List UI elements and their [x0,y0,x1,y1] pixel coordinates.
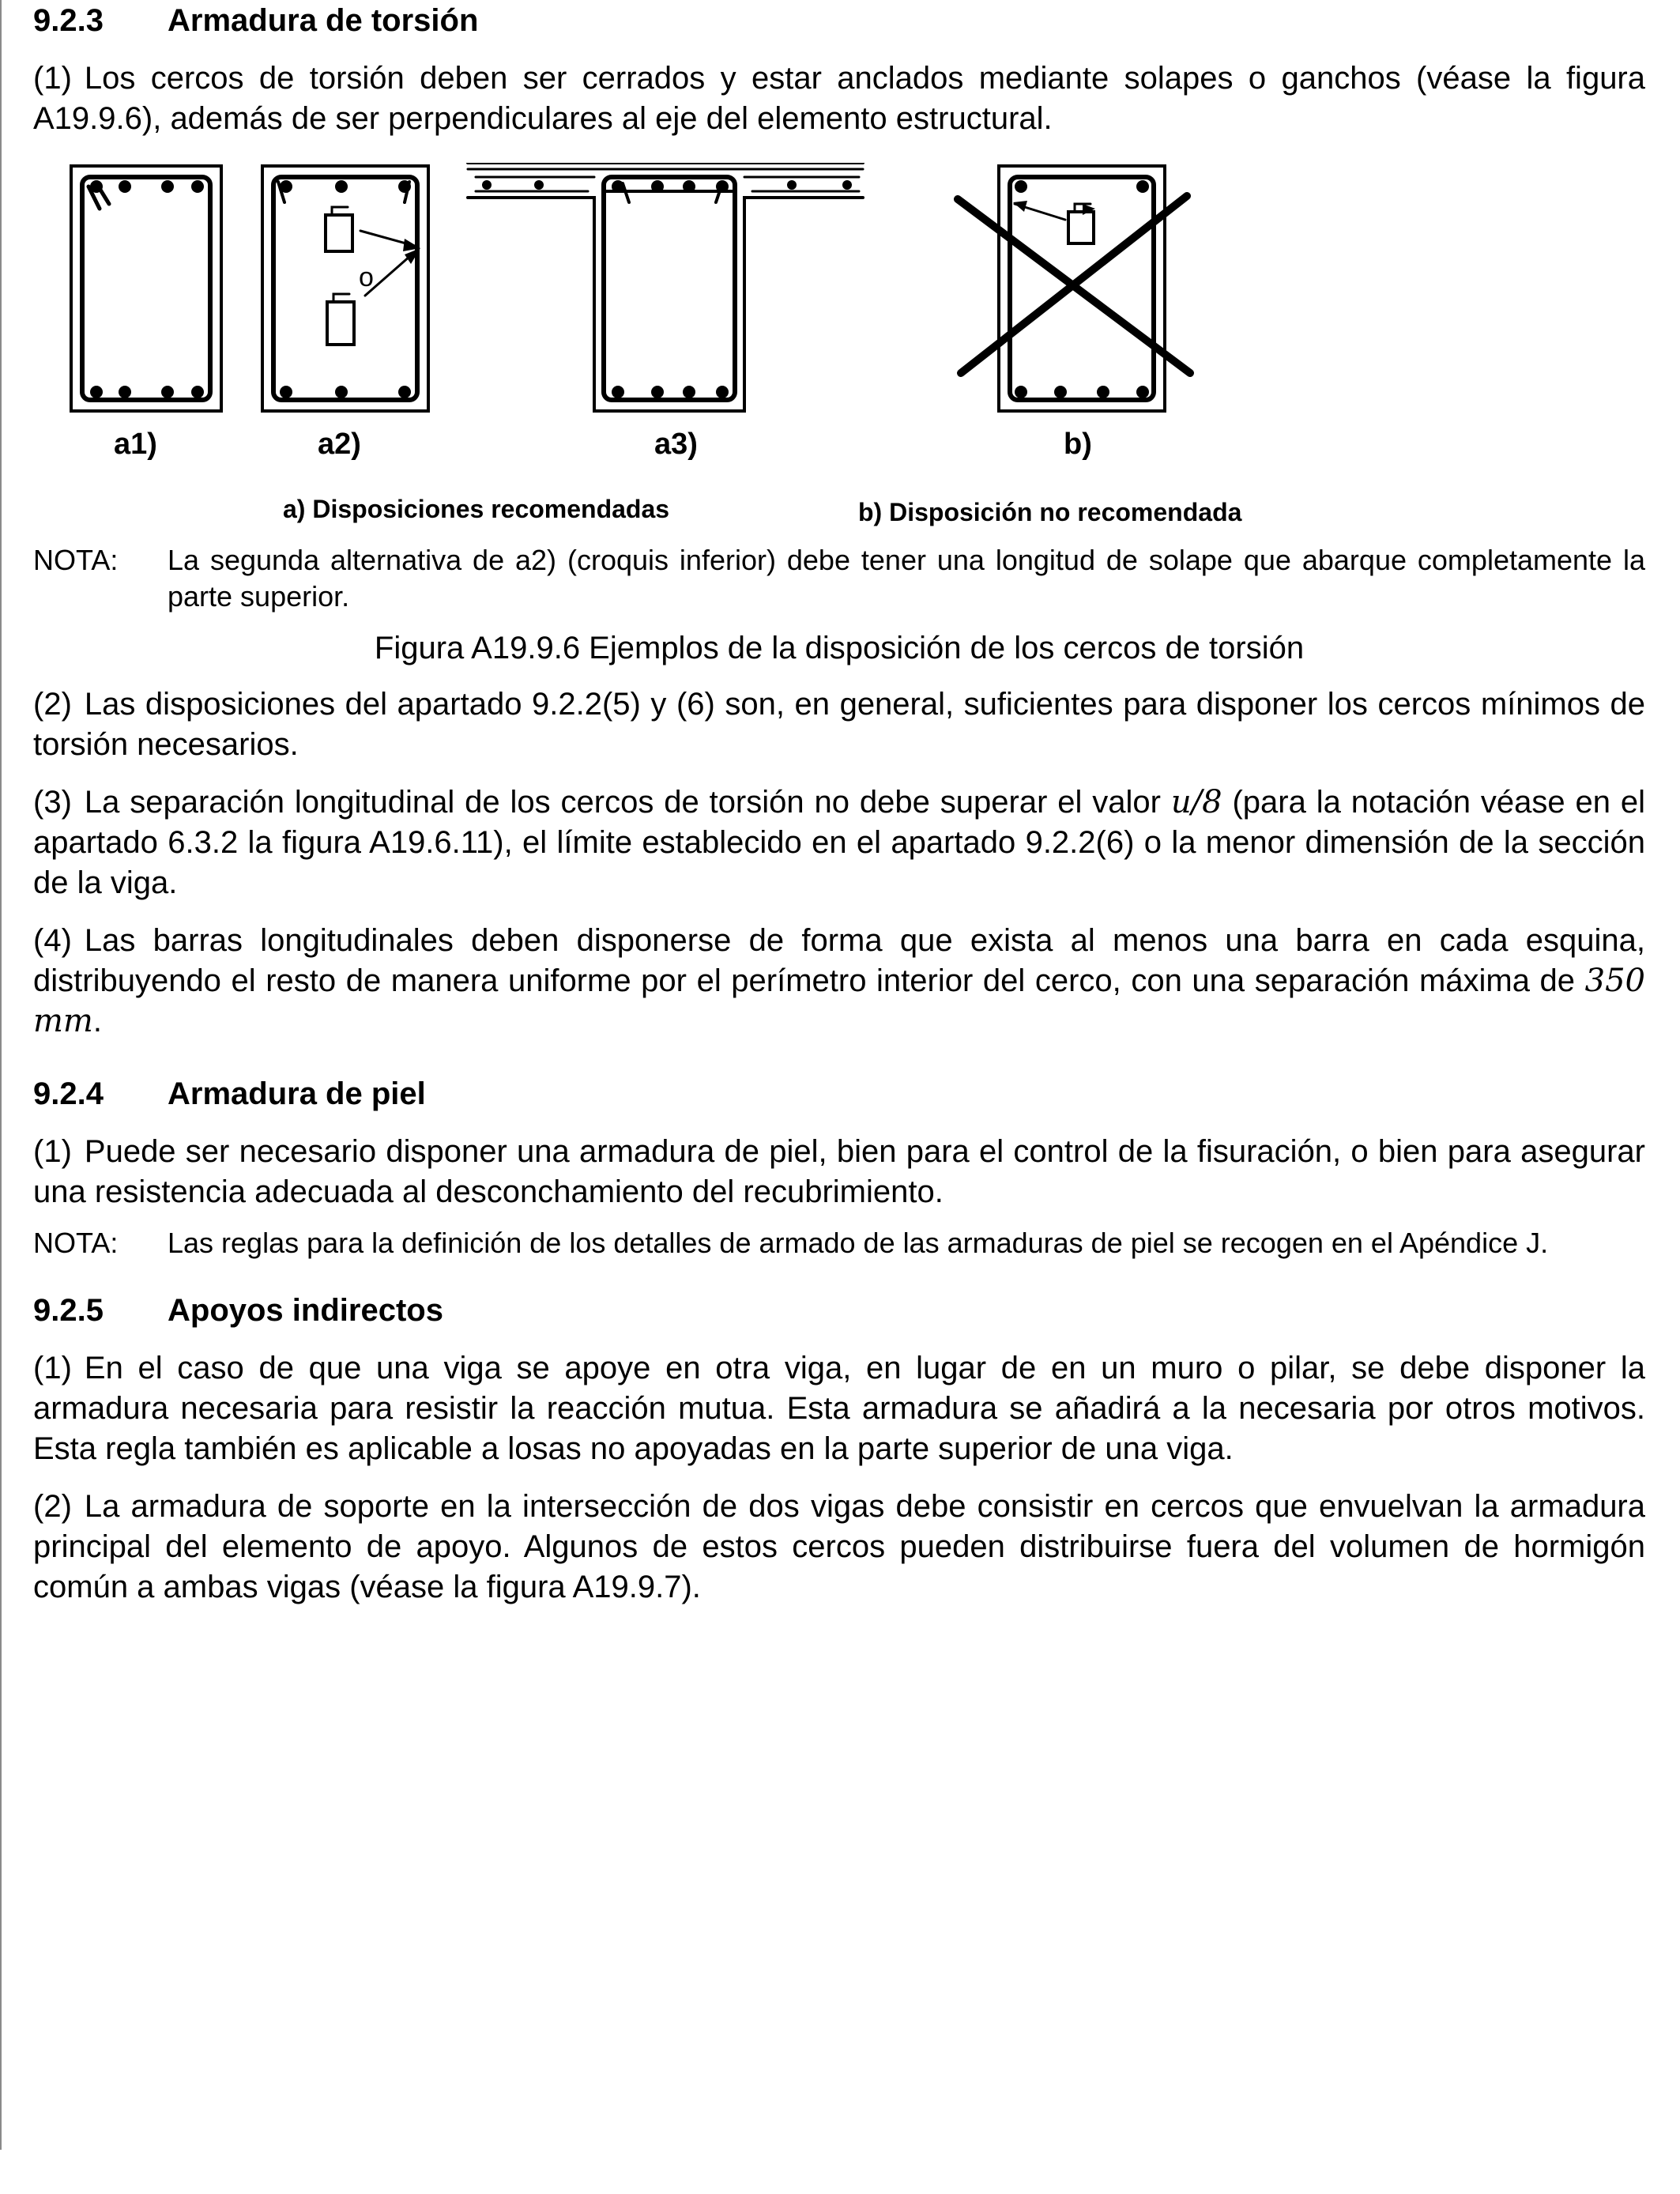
paragraph-number: (2) [33,687,72,722]
nota-text: La segunda alternativa de a2) (croquis inferior) debe tener una longitud de solape que abarque completamente la parte superior. [168,544,1645,613]
paragraph-9-2-3-2 [33,684,1645,765]
figure-label-a2: a2) [318,428,361,461]
section-a1 [71,166,221,411]
section-b [958,166,1190,411]
paragraph-number: (2) [33,1489,72,1524]
paragraph-9-2-5-2 [33,1487,1645,1608]
section-title: Apoyos indirectos [168,1293,443,1328]
math-350-mm: 350 mm [33,963,1645,1039]
paragraph-number: (3) [33,785,72,820]
nota-text: Las reglas para la definición de los detalles de armado de las armaduras de piel se recogen en el Apéndice J. [168,1227,1549,1259]
paragraph-text: Las disposiciones del apartado 9.2.2(5) y (6) son, en general, suficientes para disponer los cercos mínimos de torsión necesarios. [33,687,1645,762]
a2-marker-label: o [359,262,374,292]
document-page [33,0,1645,1608]
paragraph-9-2-4-1 [33,1132,1645,1212]
page-left-border [0,0,2,2150]
figure-sub-caption-a: a) Disposiciones recomendadas [283,495,670,523]
figure-caption: Figura A19.9.6 Ejemplos de la disposición de los cercos de torsión [374,631,1305,665]
section-heading-9-2-4 [33,1073,1645,1114]
figure-label-a1: a1) [114,428,157,461]
paragraph-text: Puede ser necesario disponer una armadura de piel, bien para el control de la fisuración, o bien para asegurar una resistencia adecuada al desconchamiento del recubrimiento. [33,1134,1645,1209]
paragraph-text-end: . [92,1004,102,1039]
section-number: 9.2.4 [33,1076,104,1111]
section-title: Armadura de piel [168,1076,426,1111]
paragraph-9-2-3-3 [33,782,1645,903]
paragraph-9-2-3-4 [33,921,1645,1042]
paragraph-text: La armadura de soporte en la intersección de dos vigas debe consistir en cercos que envuelvan la armadura principal del elemento de apoyo. Algunos de estos cercos pueden distribuirse fuera del volumen de hormigón común a ambas vigas (véase la figura A19.9.7). [33,1489,1645,1604]
paragraph-9-2-3-1 [33,58,1645,139]
paragraph-text-start: La separación longitudinal de los cercos de torsión no debe superar el valor [84,785,1171,820]
figure-label-b: b) [1064,428,1092,461]
nota-label: NOTA: [33,544,119,576]
paragraph-number: (1) [33,1351,72,1385]
section-number: 9.2.3 [33,3,104,38]
figure-a19-9-6 [33,163,1645,534]
paragraph-text: En el caso de que una viga se apoye en otra viga, en lugar de en un muro o pilar, se debe disponer la armadura necesaria para resistir la reacción mutua. Esta armadura se añadirá a la necesaria por otros motivos. Esta regla también es aplicable a losas no apoyadas en la parte superior de una viga. [33,1351,1645,1466]
section-a2 [262,166,428,411]
math-u-over-8: u/8 [1170,784,1222,820]
section-heading-9-2-5 [33,1290,1645,1331]
nota-label: NOTA: [33,1227,119,1259]
section-title: Armadura de torsión [168,3,479,38]
paragraph-text: Los cercos de torsión deben ser cerrados y estar anclados mediante solapes o ganchos (véase la figura A19.9.6), además de ser perpendiculares al eje del elemento estructural. [33,61,1645,136]
paragraph-text-start: Las barras longitudinales deben disponerse de forma que exista al menos una barra en cada esquina, distribuyendo el resto de manera uniforme por el perímetro interior del cerco, con una separación máxima de [33,923,1645,998]
section-heading-9-2-3 [33,0,1645,41]
paragraph-9-2-5-1 [33,1348,1645,1469]
nota-figure [33,542,1645,615]
torsion-links-drawing [33,163,1645,534]
paragraph-number: (1) [33,61,72,96]
paragraph-text-end: (para la notación véase en el apartado 6.3.2 la figura A19.6.11), el límite establecido en el apartado 9.2.2(6) o la menor dimensión de la sección de la viga. [33,785,1645,900]
figure-sub-caption-b: b) Disposición no recomendada [858,498,1242,526]
section-a3 [468,163,863,411]
figure-label-a3: a3) [654,428,698,461]
section-number: 9.2.5 [33,1293,104,1328]
paragraph-number: (4) [33,923,72,958]
nota-piel [33,1225,1645,1261]
paragraph-number: (1) [33,1134,72,1169]
